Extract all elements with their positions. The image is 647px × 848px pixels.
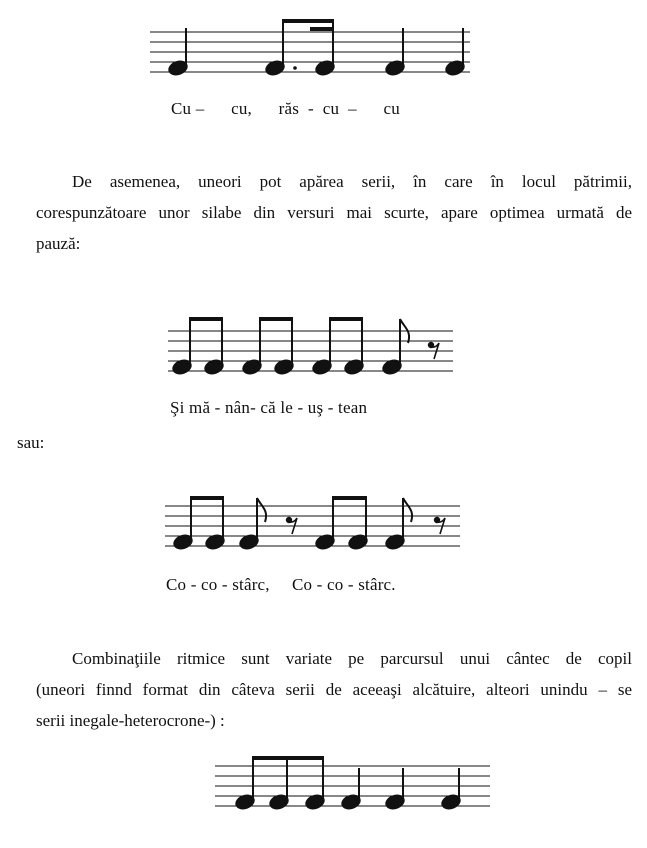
paragraph-1-line-2: corespunzătoare unor silabe din versuri mai scurte, apare optimea urmată de bbox=[36, 203, 632, 222]
rhythm-staff-3 bbox=[165, 494, 465, 564]
paragraph-1-line-1: De asemenea, uneori pot apărea serii, în care în locul pătrimii, bbox=[72, 172, 632, 191]
rhythm-staff-4 bbox=[215, 754, 495, 816]
example-1-lyrics: Cu – cu, răs - cu – cu bbox=[171, 99, 400, 118]
rhythm-staff-1 bbox=[150, 18, 480, 78]
sau-label: sau: bbox=[17, 433, 45, 452]
paragraph-2-line-2: (uneori finnd format din câteva serii de aceeaşi alcătuire, alteori unindu – se bbox=[36, 680, 632, 699]
paragraph-2 bbox=[36, 643, 632, 736]
paragraph-2-line-1: Combinaţiile ritmice sunt variate pe parcursul unui cântec de copil bbox=[72, 649, 632, 668]
paragraph-2-line-3: serii inegale-heterocrone-) : bbox=[36, 711, 225, 730]
rhythm-staff-2 bbox=[168, 313, 458, 383]
paragraph-1-line-3: pauză: bbox=[36, 234, 81, 253]
example-3-lyrics: Co - co - stârc, Co - co - stârc. bbox=[166, 575, 396, 594]
example-2-lyrics: Şi mă - nân- că le - uş - tean bbox=[170, 398, 368, 417]
paragraph-1 bbox=[36, 166, 632, 259]
